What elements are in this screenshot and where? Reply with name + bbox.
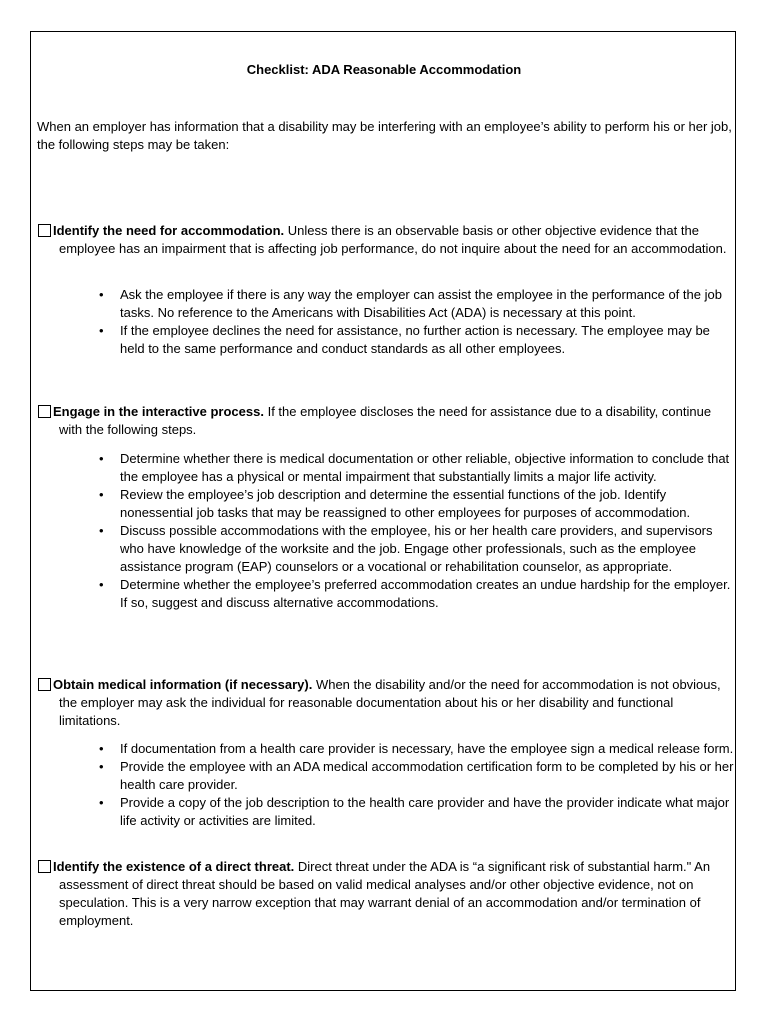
section-text: Direct threat under the ADA is “a significant risk of substantial harm." An assessment of direct threat should be based on valid medical analyses and/or other objective evidence, not on speculation. This is a very narrow exception that may warrant denial of an accommodation and/or termination of employment. [59,859,711,928]
bullet-icon: • [99,451,104,466]
section-title: Identify the need for accommodation. [53,223,285,238]
list-item-text: Provide the employee with an ADA medical accommodation certification form to be completed by his or her health care provider. [120,759,734,792]
section-identify-need [38,222,734,258]
list-item-text: If the employee declines the need for assistance, no further action is necessary. The employee may be held to the same performance and conduct standards as all other employees. [120,323,710,356]
checkbox[interactable] [38,224,51,237]
bullet-icon: • [99,287,104,302]
list-item [93,758,734,794]
list-item-text: Determine whether there is medical documentation or other reliable, objective information to conclude that the employee has a physical or mental impairment that substantially limits a major life activity. [120,451,730,484]
list-item-text: If documentation from a health care provider is necessary, have the employee sign a medical release form. [120,741,734,756]
document-title: Checklist: ADA Reasonable Accommodation [246,62,522,77]
section-title: Identify the existence of a direct threat. [53,859,295,874]
list-item [93,740,734,758]
section-title: Engage in the interactive process. [53,404,264,419]
bullet-icon: • [99,759,104,774]
list-item [93,794,734,830]
bullet-icon: • [99,795,104,810]
checkbox[interactable] [38,678,51,691]
section-title: Obtain medical information (if necessary). [53,677,313,692]
list-item [93,576,734,612]
bullet-icon: • [99,487,104,502]
list-item [93,286,734,322]
list-item [93,522,734,576]
list-item-text: Discuss possible accommodations with the employee, his or her health care providers, and supervisors who have knowledge of the worksite and the job. Engage other professionals, such as the employee assistance program (EAP) counselors or a vocational or rehabilitation counselor, as appropriate. [120,523,713,574]
bullet-list [93,450,734,612]
bullet-icon: • [99,577,104,592]
bullet-list [93,740,734,830]
list-item [93,450,734,486]
section-interactive-process [38,403,734,439]
list-item-text: Review the employee’s job description and determine the essential functions of the job. Identify nonessential job tasks that may be reassigned to other employees for purposes of accommodation. [120,487,691,520]
list-item-text: Determine whether the employee’s preferred accommodation creates an undue hardship for the employer. If so, suggest and discuss alternative accommodations. [120,577,731,610]
bullet-icon: • [99,523,104,538]
bullet-icon: • [99,323,104,338]
list-item [93,322,734,358]
intro-paragraph: When an employer has information that a disability may be interfering with an employee’s ability to perform his or her job, the following steps may be taken: [37,119,732,152]
section-text: Unless there is an observable basis or other objective evidence that the employee has an impairment that is affecting job performance, do not inquire about the need for an accommodation. [59,223,727,256]
section-text: If the employee discloses the need for assistance due to a disability, continue with the following steps. [59,404,712,437]
list-item-text: Provide a copy of the job description to the health care provider and have the provider indicate what major life activity or activities are limited. [120,795,730,828]
list-item-text: Ask the employee if there is any way the employer can assist the employee in the performance of the job tasks. No reference to the Americans with Disabilities Act (ADA) is necessary at this point. [120,287,722,320]
bullet-icon: • [99,741,104,756]
section-medical-information [38,676,734,730]
bullet-list [93,286,734,358]
section-direct-threat [38,858,734,930]
checkbox[interactable] [38,860,51,873]
checkbox[interactable] [38,405,51,418]
section-text: When the disability and/or the need for accommodation is not obvious, the employer may ask the individual for reasonable documentation about his or her disability and functional limitations. [59,677,721,728]
list-item [93,486,734,522]
